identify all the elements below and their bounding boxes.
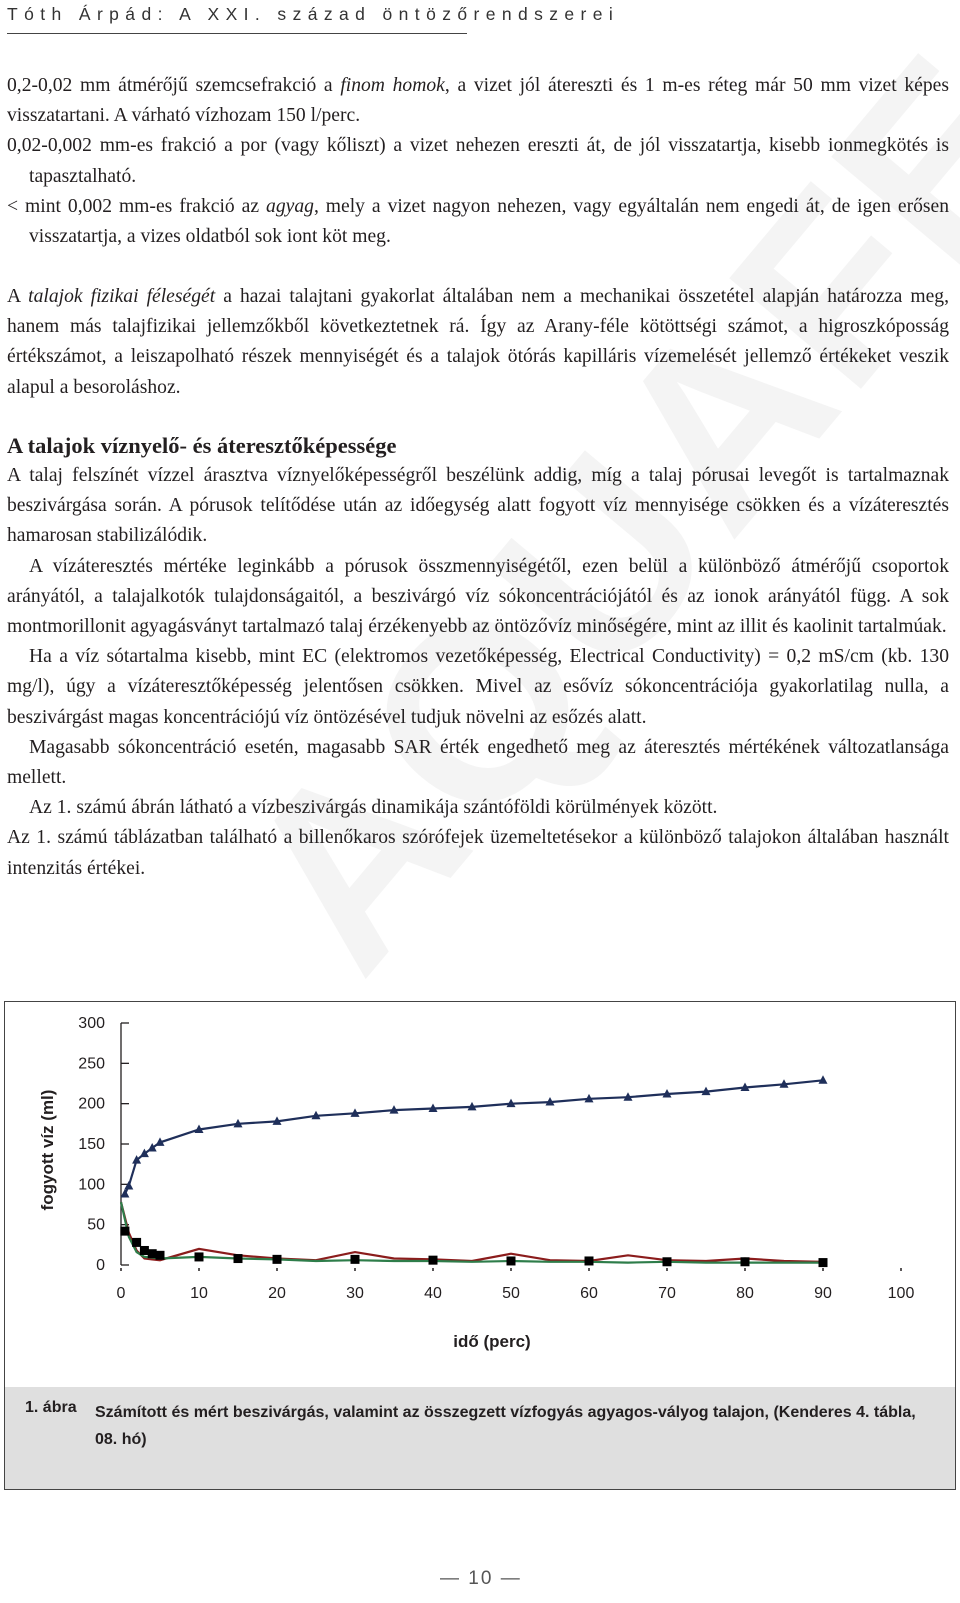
data-point-square: [132, 1238, 141, 1247]
running-header: Tóth Árpád: A XXI. század öntözőrendszerei: [7, 4, 620, 24]
y-tick-label: 0: [96, 1257, 105, 1274]
x-axis-label: idő (perc): [453, 1332, 531, 1351]
x-tick-label: 30: [346, 1285, 364, 1302]
series-line-1: [121, 1202, 823, 1262]
y-tick-label: 250: [78, 1055, 105, 1073]
y-tick-label: 100: [78, 1176, 105, 1194]
data-point-square: [195, 1252, 204, 1261]
y-tick-label: 150: [78, 1136, 105, 1153]
x-tick-label: 20: [268, 1285, 286, 1302]
figure-1: [4, 1001, 956, 1490]
paragraph: Ha a víz sótartalma kisebb, mint EC (elektromos vezetőképesség, Electrical Conductivity) = 0,2 mS/cm (kb. 130 mg/l), úgy a vízáteresztőképesség jelentősen csökken. Mivel az esővíz sókoncentrációja gyakorlatilag nulla, a beszivárgást magas koncentrációjú víz öntözésével tudjuk növelni az esőzés alatt.: [7, 646, 949, 728]
x-tick-label: 10: [190, 1285, 208, 1302]
data-point-square: [663, 1257, 672, 1266]
paragraph: A vízáteresztés mértéke leginkább a pórusok összmennyiségétől, ezen belül a különböző átmérőjű csoportok arányától, a talajalkotók tulajdonságaitól, a beszivárgó víz sókoncentrációjától és az ionok arányától függ. A sok montmorillonit agyagásványt tartalmazó talaj érzékenyebb az öntözővíz minőségére, mint az illit és kaolinit tartalmúak.: [7, 555, 949, 638]
data-point-square: [507, 1256, 516, 1265]
x-tick-label: 50: [502, 1285, 520, 1302]
data-point-triangle: [124, 1181, 133, 1190]
x-tick-label: 60: [580, 1285, 598, 1302]
x-tick-label: 40: [424, 1285, 442, 1302]
data-point-square: [120, 1227, 129, 1236]
paragraph: A talaj felszínét vízzel árasztva víznyelőképességről beszélünk addig, míg a talaj pórusai levegőt is tartalmaznak beszivárgása során. A pórusok telítődése után az időegység alatt fogyott víz mennyisége csökken és a vízáteresztés hamarosan stabilizálódik.: [7, 465, 949, 547]
series-line-0: [125, 1080, 823, 1194]
data-point-triangle: [120, 1189, 129, 1198]
page-number: — 10 —: [440, 1568, 522, 1589]
data-point-square: [156, 1251, 165, 1260]
list-item-por: 0,02-0,002 mm-es frakció a por (vagy kőliszt) a vizet nehezen ereszti át, de jól visszatartja, kisebb ionmegkötés is tapasztalható.: [7, 135, 949, 187]
series-line-3: [125, 1231, 823, 1263]
data-point-triangle: [140, 1149, 149, 1158]
x-tick-label: 80: [736, 1285, 754, 1302]
data-point-square: [234, 1254, 243, 1263]
data-point-square: [585, 1256, 594, 1265]
y-tick-label: 300: [78, 1015, 105, 1032]
header-rule: [7, 33, 467, 34]
x-tick-label: 90: [814, 1285, 832, 1302]
data-point-square: [140, 1246, 149, 1255]
figure-caption: [5, 1387, 955, 1489]
paragraph: Az 1. számú ábrán látható a vízbeszivárgás dinamikája szántóföldi körülmények között.: [29, 797, 718, 819]
data-point-square: [351, 1255, 360, 1264]
x-tick-label: 70: [658, 1285, 676, 1302]
data-point-square: [148, 1249, 157, 1258]
paragraph-fizikai-feleseg: A talajok fizikai féleségét a hazai talajtani gyakorlat általában nem a mechanikai összetétel alapján határozza meg, hanem más talajfizikai jellemzőkből következtetnek rá. Így az Arany-féle kötöttségi számot, a higroszkóposság értékszámot, a leiszapolható részek mennyiségét és a talajok ötórás kapilláris vízemelését jellemző értékeket veszik alapul a besoroláshoz.: [7, 286, 949, 398]
data-point-triangle: [148, 1143, 157, 1152]
caption-text: Számított és mért beszivárgás, valamint az összegzett vízfogyás agyagos-vályog talajon, (Kenderes 4. tábla, 08. hó): [95, 1404, 916, 1448]
data-point-square: [819, 1258, 828, 1267]
x-tick-label: 0: [116, 1285, 126, 1302]
list-item-finom-homok: 0,2-0,02 mm átmérőjű szemcsefrakció a finom homok, a vizet jól átereszti és 1 m-es réteg már 50 mm vizet képes visszatartani. A várható vízhozam 150 l/perc.: [7, 75, 949, 127]
caption-number: 1. ábra: [25, 1399, 77, 1416]
y-tick-label: 50: [87, 1216, 105, 1234]
x-tick-label: 100: [887, 1285, 915, 1302]
y-axis-label: fogyott víz (ml): [38, 1089, 57, 1211]
y-tick-label: 200: [78, 1095, 105, 1113]
data-point-square: [741, 1257, 750, 1266]
infiltration-chart: [5, 1002, 955, 1387]
data-point-square: [273, 1255, 282, 1264]
data-point-square: [429, 1256, 438, 1265]
paragraph: Az 1. számú táblázatban található a billenőkaros szórófejek üzemeltetésekor a különböző talajokon általában használt intenzitás értékei.: [7, 827, 949, 879]
soil-fraction-list: [7, 71, 949, 252]
section-heading: A talajok víznyelő- és áteresztőképessége: [7, 433, 397, 458]
list-item-agyag: < mint 0,002 mm-es frakció az agyag, mely a vizet nagyon nehezen, vagy egyáltalán nem engedi át, de igen erősen visszatartja, a vizes oldatból sok iont köt meg.: [7, 195, 950, 248]
paragraph: Magasabb sókoncentráció esetén, magasabb SAR érték engedhető meg az áteresztés mértékének változatlansága mellett.: [7, 736, 949, 789]
section-viznyelo: [7, 413, 949, 884]
